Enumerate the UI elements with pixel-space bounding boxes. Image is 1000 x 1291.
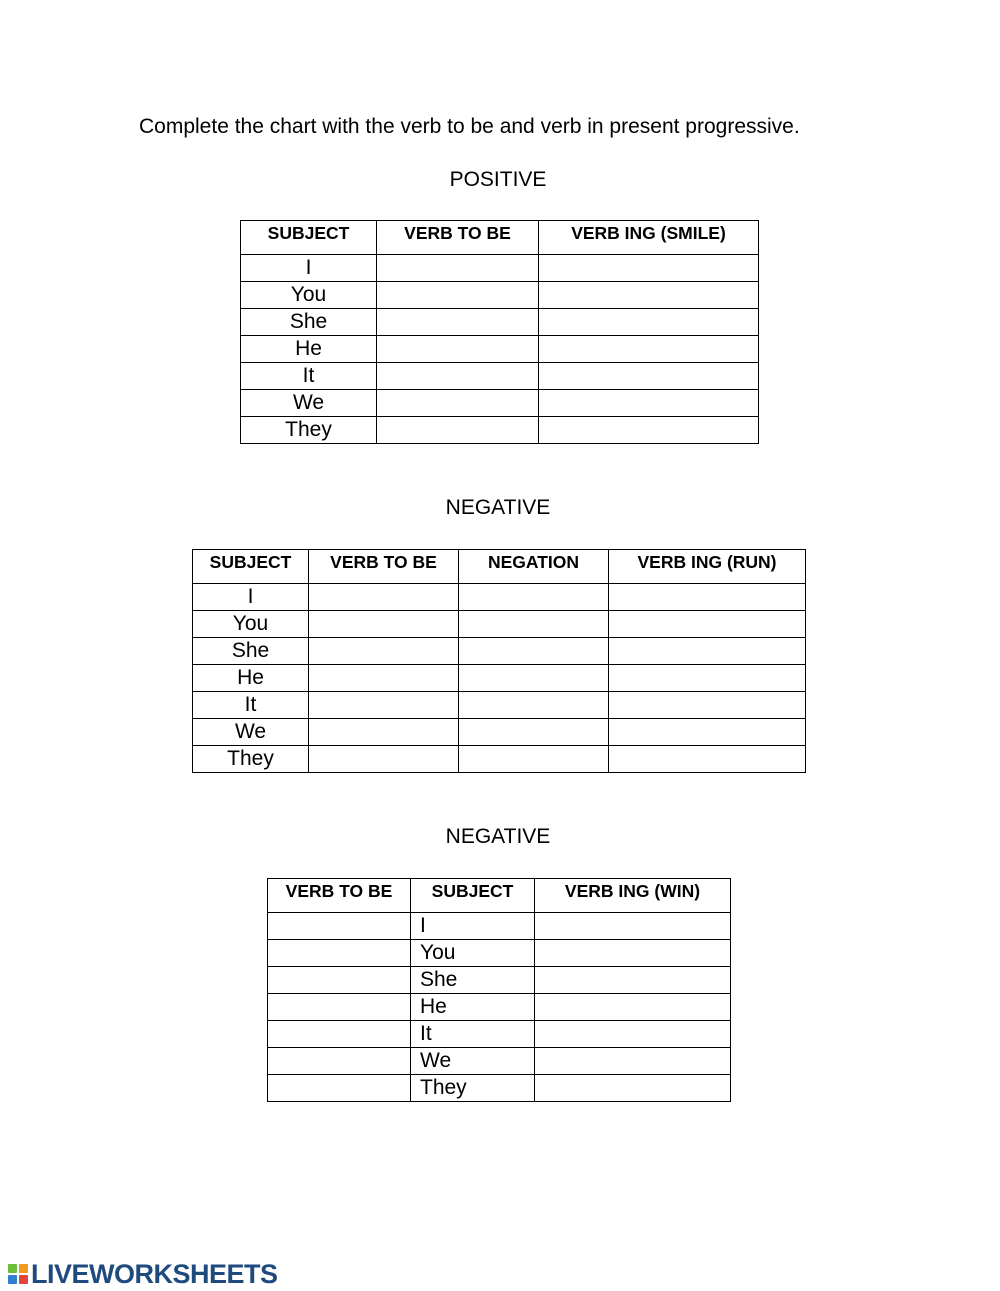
answer-cell[interactable]	[377, 282, 539, 309]
answer-cell[interactable]	[459, 692, 609, 719]
answer-cell[interactable]	[377, 336, 539, 363]
subject-cell: She	[241, 309, 377, 336]
answer-cell[interactable]	[609, 638, 806, 665]
answer-cell[interactable]	[309, 719, 459, 746]
section-title-negative-question: NEGATIVE	[445, 825, 551, 848]
subject-cell: We	[411, 1048, 535, 1075]
answer-cell[interactable]	[459, 611, 609, 638]
answer-cell[interactable]	[535, 1075, 731, 1102]
table-row	[268, 1075, 731, 1102]
answer-cell[interactable]	[459, 665, 609, 692]
answer-cell[interactable]	[609, 746, 806, 773]
answer-cell[interactable]	[539, 417, 759, 444]
section-title-positive: POSITIVE	[449, 168, 547, 191]
table-header-row	[241, 221, 759, 255]
answer-cell[interactable]	[609, 719, 806, 746]
subject-cell: It	[241, 363, 377, 390]
answer-cell[interactable]	[535, 940, 731, 967]
answer-cell[interactable]	[609, 611, 806, 638]
answer-cell[interactable]	[535, 994, 731, 1021]
answer-cell[interactable]	[268, 940, 411, 967]
table-header-row	[193, 550, 806, 584]
answer-cell[interactable]	[268, 1048, 411, 1075]
table-row	[241, 390, 759, 417]
column-header: VERB ING (SMILE)	[539, 221, 759, 255]
answer-cell[interactable]	[377, 390, 539, 417]
subject-cell: He	[241, 336, 377, 363]
answer-cell[interactable]	[535, 1048, 731, 1075]
answer-cell[interactable]	[268, 1075, 411, 1102]
subject-cell: You	[193, 611, 309, 638]
answer-cell[interactable]	[268, 994, 411, 1021]
answer-cell[interactable]	[309, 611, 459, 638]
table-header-row	[268, 879, 731, 913]
table-row	[193, 719, 806, 746]
table-row	[193, 665, 806, 692]
answer-cell[interactable]	[609, 584, 806, 611]
table-row	[193, 638, 806, 665]
answer-cell[interactable]	[377, 255, 539, 282]
answer-cell[interactable]	[459, 638, 609, 665]
answer-cell[interactable]	[459, 584, 609, 611]
table-row	[241, 282, 759, 309]
answer-cell[interactable]	[539, 309, 759, 336]
subject-cell: They	[411, 1075, 535, 1102]
answer-cell[interactable]	[535, 967, 731, 994]
table-row	[241, 363, 759, 390]
answer-cell[interactable]	[539, 390, 759, 417]
answer-cell[interactable]	[539, 255, 759, 282]
answer-cell[interactable]	[535, 913, 731, 940]
instruction-text: Complete the chart with the verb to be and verb in present progressive.	[139, 115, 800, 138]
answer-cell[interactable]	[268, 913, 411, 940]
table-row	[268, 940, 731, 967]
subject-cell: I	[241, 255, 377, 282]
column-header: VERB ING (RUN)	[609, 550, 806, 584]
answer-cell[interactable]	[309, 665, 459, 692]
column-header: VERB TO BE	[377, 221, 539, 255]
subject-cell: He	[411, 994, 535, 1021]
table-row	[241, 309, 759, 336]
table-row	[193, 611, 806, 638]
table-row	[268, 1021, 731, 1048]
table-row	[241, 255, 759, 282]
answer-cell[interactable]	[539, 363, 759, 390]
subject-cell: They	[241, 417, 377, 444]
section-title-negative: NEGATIVE	[445, 496, 551, 519]
subject-cell: I	[411, 913, 535, 940]
answer-cell[interactable]	[309, 584, 459, 611]
subject-cell: You	[411, 940, 535, 967]
answer-cell[interactable]	[609, 692, 806, 719]
table-row	[193, 746, 806, 773]
table-row	[193, 584, 806, 611]
answer-cell[interactable]	[268, 1021, 411, 1048]
subject-cell: I	[193, 584, 309, 611]
answer-cell[interactable]	[609, 665, 806, 692]
positive-table	[240, 220, 759, 444]
subject-cell: He	[193, 665, 309, 692]
table-row	[193, 692, 806, 719]
subject-cell: We	[193, 719, 309, 746]
table-row	[268, 913, 731, 940]
subject-cell: She	[193, 638, 309, 665]
answer-cell[interactable]	[377, 309, 539, 336]
answer-cell[interactable]	[268, 967, 411, 994]
table-row	[241, 336, 759, 363]
subject-cell: They	[193, 746, 309, 773]
subject-cell: You	[241, 282, 377, 309]
table-row	[241, 417, 759, 444]
answer-cell[interactable]	[539, 282, 759, 309]
subject-cell: It	[193, 692, 309, 719]
negative-table	[192, 549, 806, 773]
table-row	[268, 1048, 731, 1075]
question-table	[267, 878, 731, 1102]
table-row	[268, 967, 731, 994]
column-header: SUBJECT	[411, 879, 535, 913]
column-header: SUBJECT	[193, 550, 309, 584]
column-header: SUBJECT	[241, 221, 377, 255]
liveworksheets-logo-icon	[8, 1264, 28, 1284]
column-header: VERB TO BE	[268, 879, 411, 913]
subject-cell: It	[411, 1021, 535, 1048]
answer-cell[interactable]	[309, 746, 459, 773]
answer-cell[interactable]	[459, 719, 609, 746]
logo-text: LIVEWORKSHEETS	[31, 1259, 278, 1289]
answer-cell[interactable]	[535, 1021, 731, 1048]
subject-cell: She	[411, 967, 535, 994]
answer-cell[interactable]	[309, 638, 459, 665]
answer-cell[interactable]	[309, 692, 459, 719]
table-row	[268, 994, 731, 1021]
answer-cell[interactable]	[459, 746, 609, 773]
subject-cell: We	[241, 390, 377, 417]
answer-cell[interactable]	[539, 336, 759, 363]
answer-cell[interactable]	[377, 363, 539, 390]
column-header: VERB ING (WIN)	[535, 879, 731, 913]
column-header: NEGATION	[459, 550, 609, 584]
column-header: VERB TO BE	[309, 550, 459, 584]
liveworksheets-logo[interactable]	[8, 1259, 278, 1289]
answer-cell[interactable]	[377, 417, 539, 444]
